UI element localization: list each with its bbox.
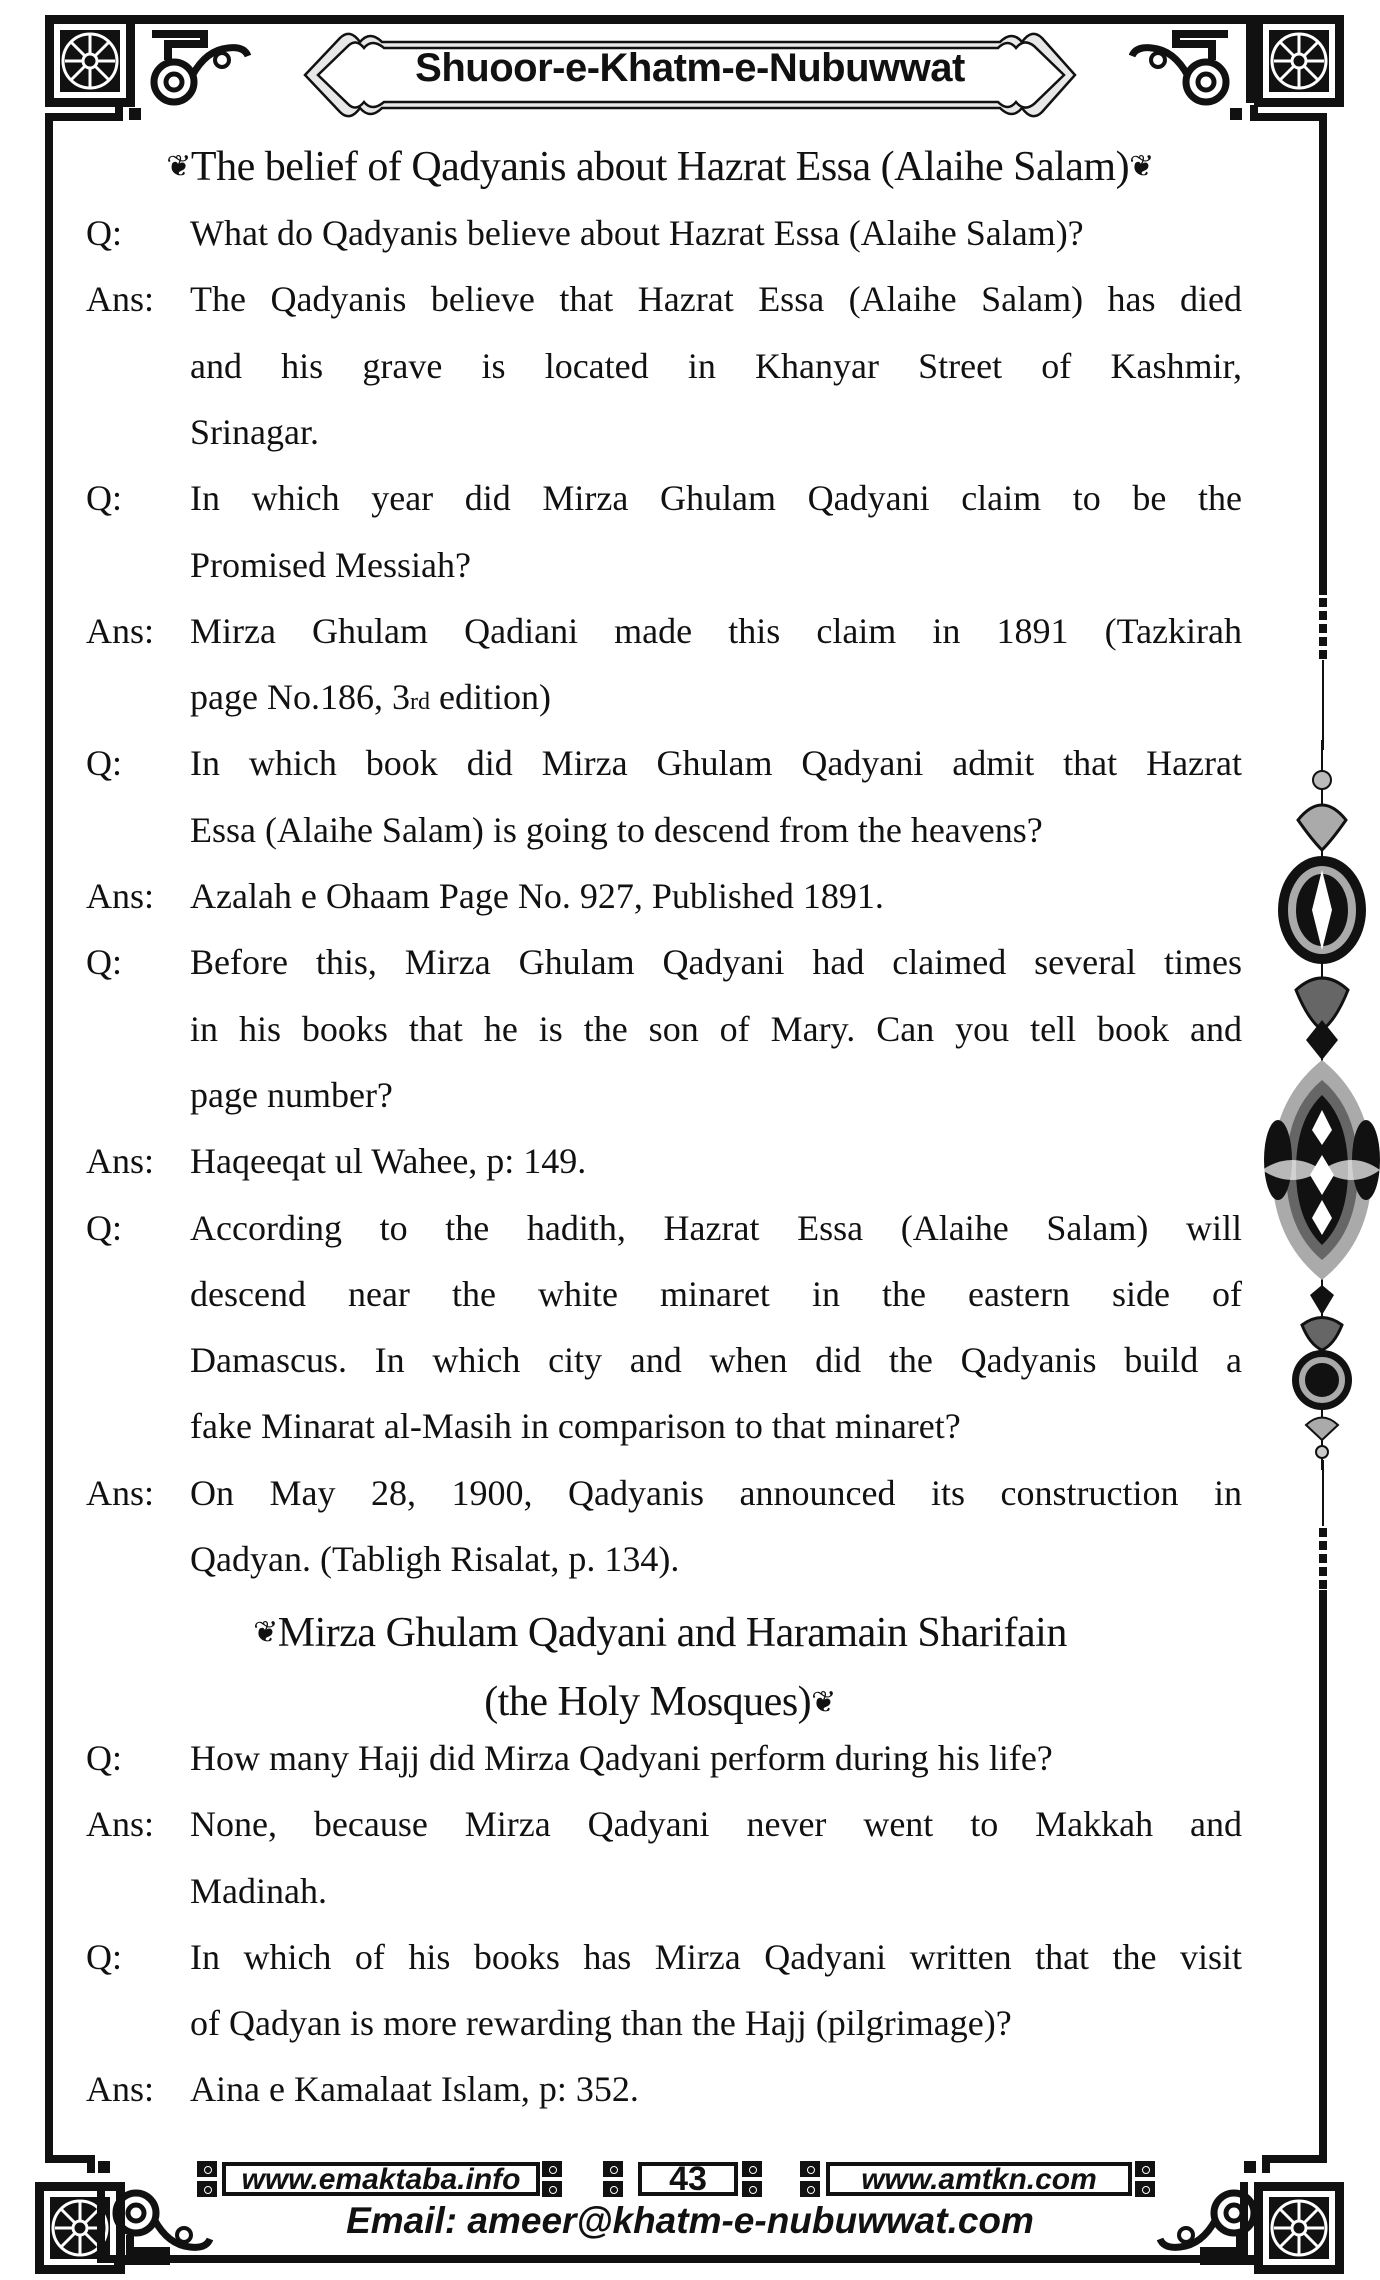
footer-tile-icon xyxy=(542,2161,562,2177)
frame-left-bottom-square xyxy=(98,2161,110,2173)
frame-right-square xyxy=(1230,108,1242,120)
qa-text-line: Qadyan. (Tabligh Risalat, p. 134). xyxy=(190,1539,680,1579)
footer-tile-icon xyxy=(197,2161,217,2177)
section-heading-text-line-1: Mirza Ghulam Qadyani and Haramain Sharifain xyxy=(277,1610,1067,1656)
frame-left-bottom-notch xyxy=(87,2155,95,2173)
question-label: Q: xyxy=(86,1936,122,1977)
heading-left-ornament-icon: ❦ xyxy=(166,150,191,184)
qa-text-line: On May 28, 1900, Qadyanis announced its construction in xyxy=(190,1472,1242,1513)
qa-text-line: descend near the white minaret in the eastern side of xyxy=(190,1273,1242,1314)
qa-text-line: in his books that he is the son of Mary. Can you tell book and xyxy=(190,1008,1242,1049)
question-label: Q: xyxy=(86,478,122,519)
scroll-flourish-top-right xyxy=(1122,30,1232,110)
qa-text-line: According to the hadith, Hazrat Essa (Alaihe Salam) will xyxy=(190,1207,1242,1248)
scroll-flourish-top-left xyxy=(148,30,258,110)
heading-right-ornament-icon: ❦ xyxy=(811,1685,836,1719)
qa-text-line: In which year did Mirza Ghulam Qadyani claim to be the xyxy=(190,478,1242,519)
footer-tile-icon xyxy=(1135,2161,1155,2177)
qa-text-line: Haqeeqat ul Wahee, p: 149. xyxy=(190,1141,587,1182)
frame-left-notch xyxy=(115,105,123,121)
question-label: Q: xyxy=(86,1207,122,1248)
section-heading-text-line-2: (the Holy Mosques) xyxy=(484,1679,812,1726)
question-label: Q: xyxy=(86,942,122,983)
qa-text-line: In which book did Mirza Ghulam Qadyani admit that Hazrat xyxy=(190,743,1242,784)
frame-right-notch xyxy=(1250,105,1258,121)
section-heading-1 xyxy=(60,134,1260,203)
frame-right-bottom-notch xyxy=(1262,2155,1270,2173)
answer-label: Ans: xyxy=(86,1141,155,1182)
question-label: Q: xyxy=(86,1737,122,1778)
footer-tile-icon xyxy=(800,2181,820,2197)
side-ornament-icon xyxy=(1262,740,1380,1470)
qa-text-line: In which of his books has Mirza Qadyani written that the visit xyxy=(190,1936,1242,1977)
qa-text-line: What do Qadyanis believe about Hazrat Essa (Alaihe Salam)? xyxy=(190,213,1084,253)
frame-right-top-stub xyxy=(1257,113,1327,121)
footer-tile-icon xyxy=(800,2161,820,2177)
qa-text: page No.186, 3 xyxy=(190,677,410,718)
frame-right-thin-line-upper xyxy=(1322,660,1324,750)
footer-tile-icon xyxy=(603,2161,623,2177)
qa-text-line: Aina e Kamalaat Islam, p: 352. xyxy=(190,2069,639,2110)
section-heading-2 xyxy=(60,1600,1260,1739)
page-number: 43 xyxy=(638,2162,738,2196)
answer-label: Ans: xyxy=(86,1472,155,1513)
frame-left-border xyxy=(45,113,53,2163)
section-heading-text: The belief of Qadyanis about Hazrat Essa (Alaihe Salam) xyxy=(190,144,1130,190)
frame-right-border-lower xyxy=(1319,1590,1327,2163)
qa-text-line: page number? xyxy=(190,1074,393,1115)
qa-text-line: Essa (Alaihe Salam) is going to descend from the heavens? xyxy=(190,809,1043,850)
qa-text-line xyxy=(190,664,1242,735)
footer-tile-icon xyxy=(1135,2181,1155,2197)
heading-right-ornament-icon: ❦ xyxy=(1129,150,1154,184)
footer-tile-icon xyxy=(742,2181,762,2197)
qa-text-line: Before this, Mirza Ghulam Qadyani had claimed several times xyxy=(190,942,1242,983)
corner-rosette-top-left xyxy=(45,15,135,107)
qa-text-line: How many Hajj did Mirza Qadyani perform during his life? xyxy=(190,1737,1053,1778)
frame-right-border-dashes-upper xyxy=(1319,598,1327,660)
footer-link-left[interactable]: www.emaktaba.info xyxy=(222,2162,540,2196)
header-title: Shuoor-e-Khatm-e-Nubuwwat xyxy=(415,46,965,90)
frame-top-bar xyxy=(125,15,1255,24)
qa-text-line: Promised Messiah? xyxy=(190,544,471,585)
qa-text-line: of Qadyan is more rewarding than the Hajj (pilgrimage)? xyxy=(190,2003,1012,2044)
frame-right-border-dashes-lower xyxy=(1319,1528,1327,1590)
qa-text-line: Damascus. In which city and when did the Qadyanis build a xyxy=(190,1340,1242,1381)
footer-tile-icon xyxy=(742,2161,762,2177)
qa-text: edition) xyxy=(429,677,551,718)
frame-bottom-bar xyxy=(105,2255,1260,2263)
ordinal-suffix: rd xyxy=(409,689,430,716)
answer-label: Ans: xyxy=(86,1804,155,1845)
qa-text-line: Srinagar. xyxy=(190,411,319,452)
frame-left-square xyxy=(129,108,141,120)
question-label: Q: xyxy=(86,743,122,784)
frame-right-border-upper xyxy=(1319,113,1327,595)
answer-label: Ans: xyxy=(86,876,155,916)
frame-left-top-stub xyxy=(45,113,123,121)
footer-tile-icon xyxy=(542,2181,562,2197)
answer-label: Ans: xyxy=(86,279,155,320)
footer-tile-icon xyxy=(603,2181,623,2197)
qa-text-line: and his grave is located in Khanyar Street of Kashmir, xyxy=(190,345,1242,386)
footer-link-right[interactable]: www.amtkn.com xyxy=(826,2162,1132,2196)
qa-text-line: Azalah e Ohaam Page No. 927, Published 1891. xyxy=(190,876,884,916)
qa-text-line: The Qadyanis believe that Hazrat Essa (Alaihe Salam) has died xyxy=(190,279,1242,320)
footer-email[interactable]: Email: ameer@khatm-e-nubuwwat.com xyxy=(346,2200,1034,2241)
qa-text-line: Mirza Ghulam Qadiani made this claim in 1891 (Tazkirah xyxy=(190,610,1242,651)
frame-right-bottom-stub xyxy=(1262,2155,1327,2163)
qa-text-line: fake Minarat al-Masih in comparison to that minaret? xyxy=(190,1406,961,1447)
answer-label: Ans: xyxy=(86,2069,155,2110)
footer-tile-icon xyxy=(197,2181,217,2197)
question-label: Q: xyxy=(86,213,122,253)
answer-label: Ans: xyxy=(86,610,155,651)
qa-text-line: Madinah. xyxy=(190,1870,327,1911)
heading-left-ornament-icon: ❦ xyxy=(253,1616,278,1650)
frame-right-bottom-square xyxy=(1244,2161,1256,2173)
header-banner xyxy=(300,30,1080,120)
qa-text-line: None, because Mirza Qadyani never went to Makkah and xyxy=(190,1804,1242,1845)
corner-rosette-top-right xyxy=(1254,15,1344,107)
